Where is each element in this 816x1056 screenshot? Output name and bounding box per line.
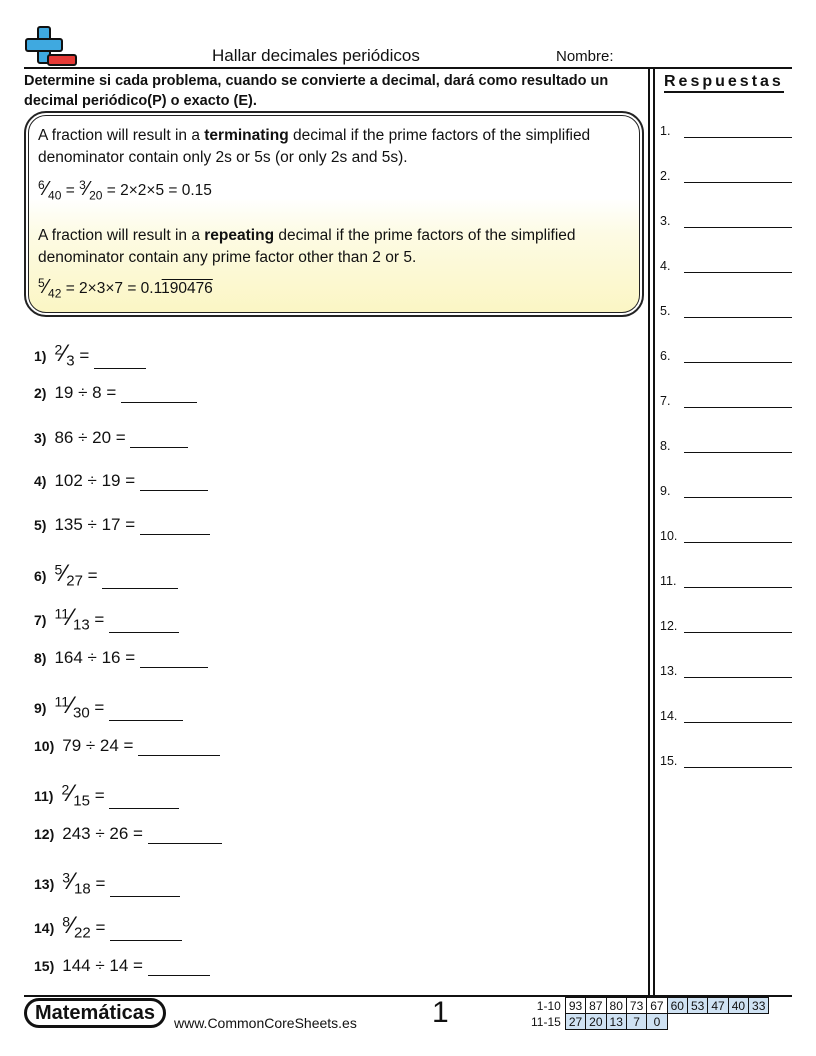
score-key-cell: 80 — [606, 998, 626, 1014]
denominator: 3 — [66, 352, 75, 370]
numerator: 11 — [54, 605, 69, 622]
division-expression: 164 ÷ 16 = — [54, 648, 136, 667]
problem-5 — [34, 515, 210, 535]
answer-blank[interactable] — [130, 431, 188, 448]
problem-number: 6) — [34, 568, 47, 584]
problem-number: 12) — [34, 826, 55, 842]
numerator: 5 — [54, 561, 63, 578]
division-expression: 86 ÷ 20 = — [54, 428, 126, 447]
answer-label-12: 12. — [660, 619, 678, 633]
answer-blank[interactable] — [121, 386, 197, 403]
problem-2 — [34, 383, 197, 403]
answer-label-8: 8. — [660, 439, 671, 453]
answer-label-11: 11. — [660, 574, 677, 588]
answer-line-1[interactable] — [684, 137, 792, 138]
score-key-cell: 20 — [586, 1014, 606, 1030]
equals-sign: = — [89, 786, 110, 805]
terminating-word: terminating — [204, 127, 289, 144]
answer-label-2: 2. — [660, 169, 671, 183]
problem-number: 11) — [34, 788, 54, 804]
instructions: Determine si cada problema, cuando se convierte a decimal, dará como resultado un decimal periódico(P) o exacto (E). — [24, 73, 609, 109]
answer-blank[interactable] — [109, 704, 183, 721]
answer-label-5: 5. — [660, 304, 671, 318]
answer-label-14: 14. — [660, 709, 678, 723]
answer-label-10: 10. — [660, 529, 678, 543]
division-expression: 79 ÷ 24 = — [62, 736, 134, 755]
answer-line-10[interactable] — [684, 542, 792, 543]
numerator: 8 — [62, 913, 71, 930]
problem-number: 3) — [34, 430, 47, 446]
answer-blank[interactable] — [109, 616, 179, 633]
repeating-digits: 190476 — [161, 280, 213, 298]
problem-number: 4) — [34, 473, 47, 489]
equals-sign: = — [89, 698, 110, 717]
score-key-cell: 60 — [667, 998, 687, 1014]
fraction-slash: ⁄ — [70, 868, 75, 895]
numerator: 2 — [54, 341, 63, 358]
answer-blank[interactable] — [110, 924, 182, 941]
score-key-cell: 13 — [606, 1014, 626, 1030]
score-key-cell: 0 — [647, 1014, 667, 1030]
score-key-cell: 27 — [565, 1014, 585, 1030]
problem-11 — [34, 780, 179, 809]
equals-sign: = — [74, 346, 94, 365]
division-expression: 102 ÷ 19 = — [54, 471, 136, 490]
site-url: www.CommonCoreSheets.es — [174, 1015, 357, 1031]
fraction-slash: ⁄ — [69, 692, 74, 719]
score-key-label: 11-15 — [531, 1014, 561, 1029]
problem-number: 10) — [34, 738, 55, 754]
score-key-cell: 67 — [647, 998, 667, 1014]
answer-label-9: 9. — [660, 484, 671, 498]
division-expression: 19 ÷ 8 = — [54, 383, 117, 402]
answer-label-4: 4. — [660, 259, 671, 273]
answer-line-15[interactable] — [684, 767, 792, 768]
repeating-word: repeating — [204, 227, 275, 244]
answer-label-3: 3. — [660, 214, 671, 228]
problem-7 — [34, 604, 179, 633]
answer-line-11[interactable] — [684, 587, 792, 588]
problem-1 — [34, 340, 146, 369]
answer-label-7: 7. — [660, 394, 671, 408]
problem-number: 8) — [34, 650, 47, 666]
score-key-cell: 47 — [708, 998, 728, 1014]
score-key — [528, 997, 769, 1030]
answer-blank[interactable] — [140, 518, 210, 535]
answer-blank[interactable] — [102, 572, 178, 589]
problem-10 — [34, 736, 220, 756]
answer-label-1: 1. — [660, 124, 671, 138]
problem-number: 14) — [34, 920, 55, 936]
score-key-cell: 7 — [626, 1014, 646, 1030]
problem-8 — [34, 648, 208, 668]
problem-3 — [34, 428, 188, 448]
score-key-cell: 93 — [565, 998, 585, 1014]
problem-9 — [34, 692, 183, 721]
name-label: Nombre: — [556, 48, 614, 65]
answer-label-15: 15. — [660, 754, 678, 768]
answer-blank[interactable] — [94, 352, 146, 369]
answer-label-6: 6. — [660, 349, 671, 363]
equals-sign: = — [89, 610, 110, 629]
terminating-example: $^6⁄_{40}$ = $^3⁄_{20} = 2\times 2\times 5 = 0.15$ — [38, 178, 212, 203]
answers-heading: Respuestas — [664, 72, 784, 93]
fraction-slash: ⁄ — [69, 780, 74, 807]
denominator: 18 — [74, 880, 91, 898]
problem-4 — [34, 471, 208, 491]
terminating-rule: A fraction will result in a terminating decimal if the prime factors of the simplified denominator contain only 2s or 5s (or only 2s and 5s). — [38, 127, 591, 166]
plus-minus-logo-icon — [24, 25, 80, 69]
denominator: 15 — [73, 792, 90, 810]
top-rule — [24, 67, 792, 69]
denominator: 30 — [73, 704, 90, 722]
problem-12 — [34, 824, 222, 844]
problem-number: 15) — [34, 958, 55, 974]
problem-number: 9) — [34, 700, 47, 716]
column-divider-2 — [653, 67, 655, 997]
problem-6 — [34, 560, 178, 589]
problem-14 — [34, 912, 182, 941]
answer-blank[interactable] — [109, 792, 179, 809]
division-expression: 243 ÷ 26 = — [62, 824, 143, 843]
problem-15 — [34, 956, 210, 976]
equals-sign: = — [90, 874, 111, 893]
answer-line-3[interactable] — [684, 227, 792, 228]
page-title: Hallar decimales periódicos — [212, 46, 420, 65]
problem-number: 5) — [34, 517, 47, 533]
answer-blank[interactable] — [110, 880, 180, 897]
answer-blank[interactable] — [148, 959, 210, 976]
denominator: 13 — [73, 616, 90, 634]
score-key-row-1 — [528, 998, 769, 1014]
problem-number: 1) — [34, 348, 47, 364]
problem-13 — [34, 868, 180, 897]
score-key-cell: 73 — [626, 998, 646, 1014]
answer-line-8[interactable] — [684, 452, 792, 453]
page-number: 1 — [432, 996, 449, 1029]
equals-sign: = — [90, 918, 111, 937]
numerator: 3 — [62, 869, 71, 886]
score-key-row-2 — [528, 1014, 769, 1030]
answer-line-9[interactable] — [684, 497, 792, 498]
fraction-slash: ⁄ — [62, 560, 67, 587]
score-key-cell: 53 — [687, 998, 707, 1014]
problem-number: 13) — [34, 876, 55, 892]
answer-blank[interactable] — [140, 474, 208, 491]
answer-line-14[interactable] — [684, 722, 792, 723]
division-expression: 135 ÷ 17 = — [54, 515, 136, 534]
denominator: 22 — [74, 924, 91, 942]
numerator: 11 — [54, 693, 69, 710]
division-expression: 144 ÷ 14 = — [62, 956, 143, 975]
fraction-slash: ⁄ — [69, 604, 74, 631]
answer-line-7[interactable] — [684, 407, 792, 408]
fraction-slash: ⁄ — [62, 340, 67, 367]
answer-blank[interactable] — [138, 739, 220, 756]
score-key-cell: 40 — [728, 998, 748, 1014]
problem-number: 2) — [34, 385, 47, 401]
fraction-slash: ⁄ — [70, 912, 75, 939]
answer-label-13: 13. — [660, 664, 678, 678]
answer-line-13[interactable] — [684, 677, 792, 678]
repeating-rule: A fraction will result in a repeating decimal if the prime factors of the simplified denominator contain any prime factor other than 2 or 5. — [38, 227, 576, 266]
answer-line-4[interactable] — [684, 272, 792, 273]
column-divider — [648, 67, 650, 997]
repeating-example: $^5⁄_{42} = 2\times 3\times 7 = 0.1190476$ — [38, 276, 213, 301]
score-key-cell: 33 — [749, 998, 769, 1014]
answer-line-2[interactable] — [684, 182, 792, 183]
answer-line-5[interactable] — [684, 317, 792, 318]
denominator: 27 — [66, 572, 83, 590]
answer-blank[interactable] — [140, 651, 208, 668]
brand-badge: Matemáticas — [24, 998, 166, 1028]
problem-number: 7) — [34, 612, 47, 628]
score-key-label: 1-10 — [536, 998, 561, 1013]
numerator: 2 — [61, 781, 70, 798]
answer-line-6[interactable] — [684, 362, 792, 363]
equals-sign: = — [82, 566, 103, 585]
score-key-cell: 87 — [586, 998, 606, 1014]
answer-blank[interactable] — [148, 827, 222, 844]
answer-line-12[interactable] — [684, 632, 792, 633]
